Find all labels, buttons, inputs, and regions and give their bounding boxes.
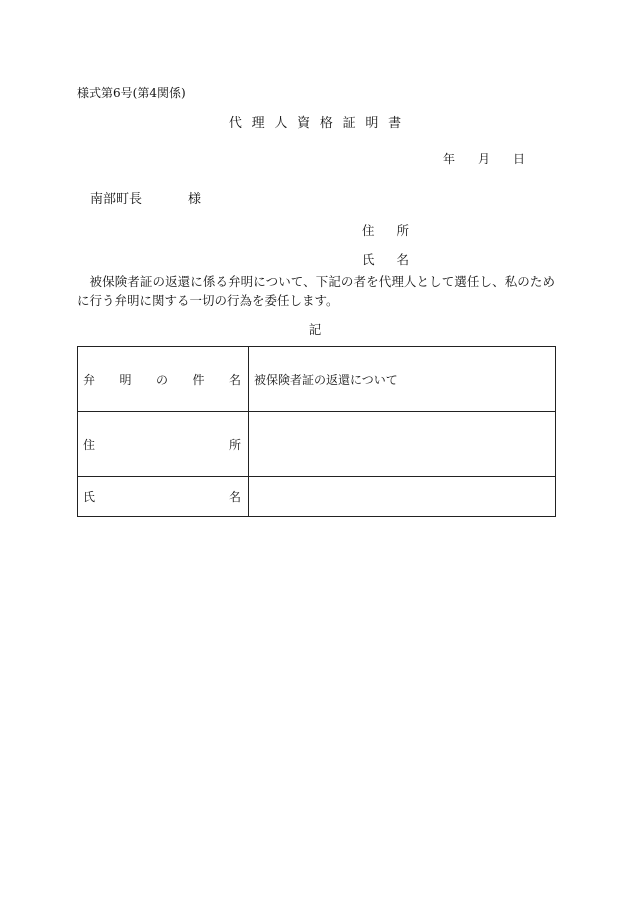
form-number: 様式第6号(第4関係) xyxy=(77,86,186,100)
addressee xyxy=(90,188,201,207)
document-title: 代理人資格証明書 xyxy=(228,116,411,131)
date-line xyxy=(443,150,525,167)
label-char: の xyxy=(155,372,168,387)
subject-label-cell xyxy=(78,347,249,412)
date-day-label: 日 xyxy=(512,152,525,166)
label-char: 件 xyxy=(192,372,205,387)
signatory-name-label xyxy=(362,250,409,268)
label-char: 名 xyxy=(396,252,409,267)
label-char: 住 xyxy=(362,223,375,238)
label-char: 所 xyxy=(228,437,241,452)
date-month-label: 月 xyxy=(477,152,490,166)
signatory-address-label xyxy=(362,221,409,239)
label-char: 氏 xyxy=(83,490,96,504)
proxy-details-table xyxy=(77,346,556,517)
table-row-name xyxy=(78,477,556,517)
table-row-subject xyxy=(78,347,556,412)
date-year-label: 年 xyxy=(443,152,456,166)
delegation-statement: 被保険者証の返還に係る弁明について、下記の者を代理人として選任し、私のために行う弁明に関する一切の行為を委任します。 xyxy=(77,274,555,308)
label-char: 住 xyxy=(83,437,96,452)
address-label-cell xyxy=(78,412,249,477)
label-char: 名 xyxy=(228,490,241,504)
label-char: 明 xyxy=(119,372,132,387)
name-label-cell xyxy=(78,477,249,517)
ki-heading: 記 xyxy=(308,322,322,337)
name-value-cell[interactable] xyxy=(249,477,556,517)
addressee-name: 南部町長 xyxy=(90,192,143,207)
table-row-address xyxy=(78,412,556,477)
addressee-honorific: 様 xyxy=(188,192,202,207)
label-char: 所 xyxy=(396,223,409,238)
label-char: 氏 xyxy=(362,252,375,267)
label-char: 名 xyxy=(228,372,241,387)
subject-value-cell[interactable]: 被保険者証の返還について xyxy=(249,347,556,412)
address-value-cell[interactable] xyxy=(249,412,556,477)
label-char: 弁 xyxy=(83,372,96,387)
